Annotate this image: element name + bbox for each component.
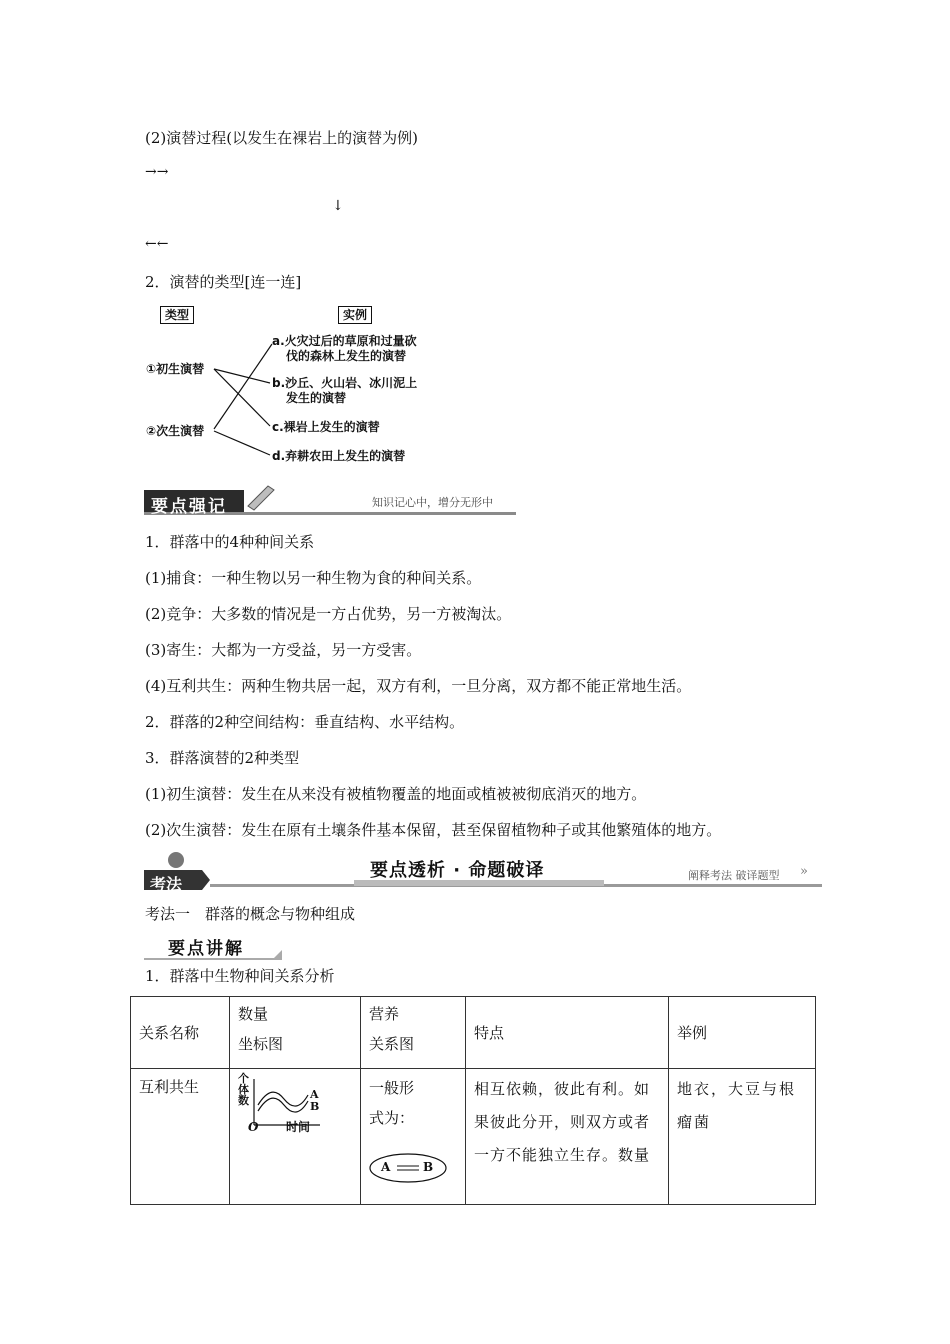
double-chevron-icon: » [800,864,808,879]
key-point-1: 1．群落中的4种种间关系 [145,533,315,551]
graph-y-label: 个 体 数 [238,1072,249,1107]
process-arrow-down: ↓ [332,198,344,214]
row-nutrition-cell [361,1069,466,1205]
analysis-title: 要点透析 · 命题破译 [370,860,545,881]
graph-label-b: B [310,1100,320,1113]
key-points-slogan: 知识记心中，增分无形中 [372,496,493,509]
key-point-2: (1)捕食：一种生物以另一种生物为食的种间关系。 [145,569,482,587]
explain-tag: 要点讲解 [168,939,244,959]
row-name: 互利共生 [131,1069,230,1205]
relationship-table [130,996,816,1205]
header-nutrition: 营养 关系图 [361,997,466,1069]
key-point-8: (1)初生演替：发生在从来没有被植物覆盖的地面或植被被彻底消灭的地方。 [145,785,647,803]
process-arrows-left: ←← [145,236,169,252]
nutrition-diagram [367,1151,449,1185]
header-feature: 特点 [466,997,669,1069]
key-point-7: 3．群落演替的2种类型 [145,749,300,767]
process-heading: (2)演替过程(以发生在裸岩上的演替为例) [145,129,418,147]
graph-origin: O [248,1120,259,1134]
example-d: d.弃耕农田上发生的演替 [272,449,406,463]
matching-lines [0,0,950,470]
figure-icon [168,852,184,868]
graph-x-label: 时间 [286,1120,311,1134]
example-a-line1: a.火灾过后的草原和过量砍 [272,334,417,348]
analysis-tag: 考法 [150,875,183,894]
table-header-row [131,997,816,1069]
type-label-box: 类型 [160,306,194,324]
example-b-line1: b.沙丘、火山岩、冰川泥上 [272,376,418,390]
key-points-tag: 要点强记 [151,497,227,517]
row-example: 地衣，大豆与根瘤菌 [669,1069,816,1205]
header-name: 关系名称 [131,997,230,1069]
key-point-6: 2．群落的2种空间结构：垂直结构、水平结构。 [145,713,465,731]
nutrition-label-b: B [423,1160,434,1174]
example-label-box: 实例 [338,306,372,324]
table-row [131,1069,816,1205]
type-secondary: ②次生演替 [146,424,205,438]
types-heading: 2．演替的类型[连一连] [145,273,302,291]
example-b-line2: 发生的演替 [286,391,347,405]
type-primary: ①初生演替 [146,362,205,376]
pencil-icon [248,486,274,510]
row-graph-cell [230,1069,361,1205]
key-point-9: (2)次生演替：发生在原有土壤条件基本保留，甚至保留植物种子或其他繁殖体的地方。 [145,821,722,839]
nutrition-text: 一般形 式为： [369,1079,415,1127]
row-feature: 相互依赖，彼此有利。如果彼此分开，则双方或者一方不能独立生存。数量 [466,1069,669,1205]
nutrition-label-a: A [381,1160,391,1174]
key-point-3: (2)竞争：大多数的情况是一方占优势，另一方被淘汰。 [145,605,512,623]
method-title: 考法一 群落的概念与物种组成 [145,905,356,923]
example-a-line2: 伐的森林上发生的演替 [286,349,407,363]
graph-label-a: A [310,1088,319,1101]
example-c: c.裸岩上发生的演替 [272,420,380,434]
header-example: 举例 [669,997,816,1069]
analysis-slogan: 阐释考法 破译题型 [688,869,780,882]
table-title: 1．群落中生物种间关系分析 [145,967,335,985]
header-graph: 数量 坐标图 [230,997,361,1069]
process-arrows-right: →→ [145,164,169,180]
key-point-4: (3)寄生：大都为一方受益，另一方受害。 [145,641,422,659]
key-point-5: (4)互利共生：两种生物共居一起，双方有利，一旦分离，双方都不能正常地生活。 [145,677,692,695]
